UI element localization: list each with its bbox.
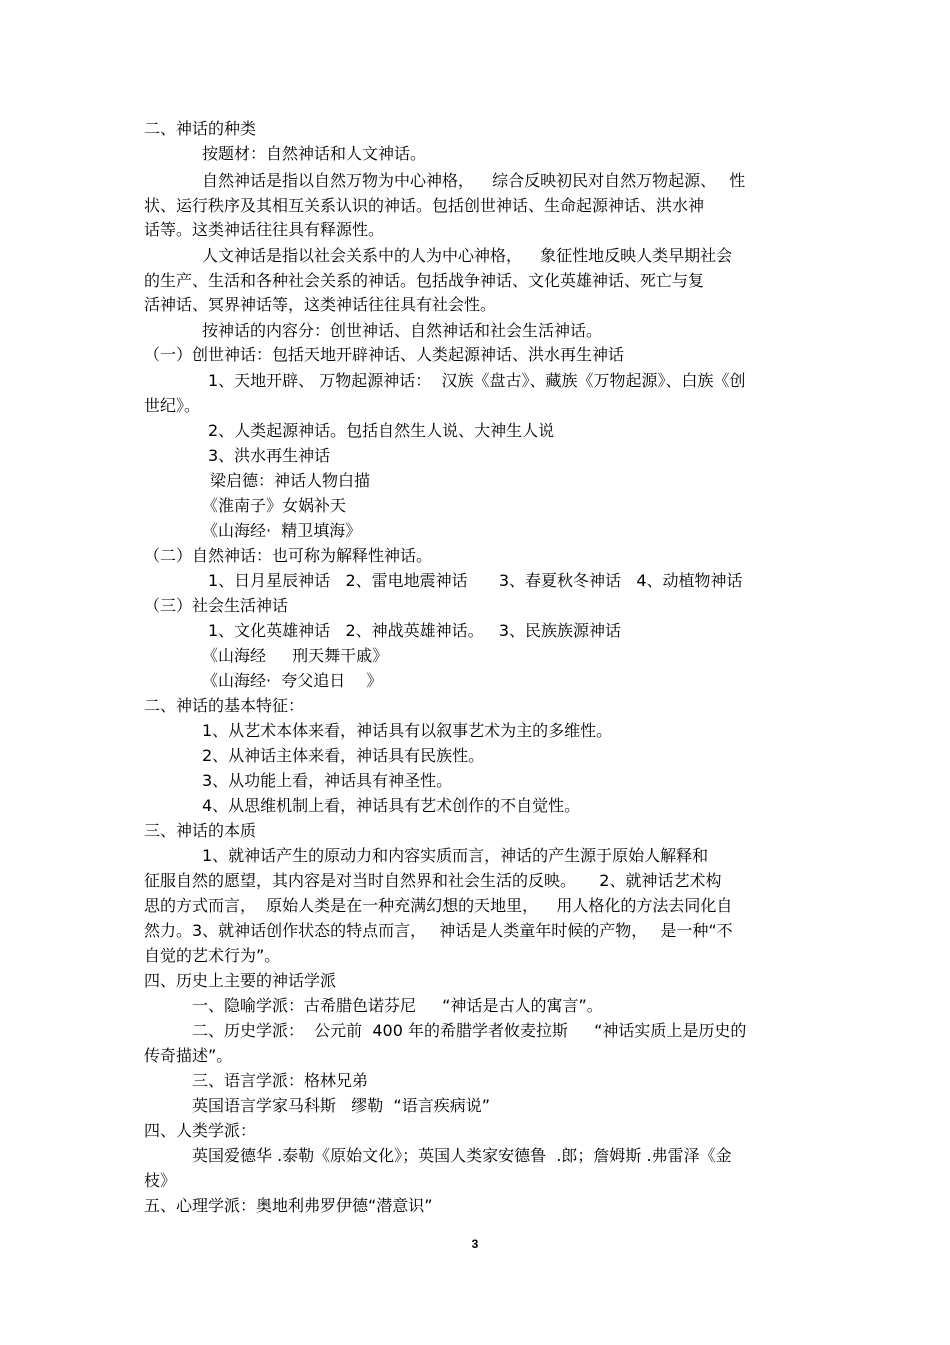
list-item: 2、从神话主体来看，神话具有民族性。: [202, 746, 485, 765]
paragraph-line: 话等。这类神话往往具有释源性。: [144, 220, 385, 239]
list-item: 1、天地开辟、 万物起源神话： 汉族《盘古》、藏族《万物起源》、白族《创: [208, 371, 746, 390]
list-item: 五、心理学派：奥地利弗罗伊德“潜意识”: [144, 1196, 433, 1215]
list-item: 一、隐喻学派：古希腊色诺芬尼 “神话是古人的寓言”。: [192, 996, 603, 1015]
list-item: 三、语言学派：格林兄弟: [192, 1071, 369, 1090]
list-item: 《山海经· 精卫填海》: [202, 521, 362, 540]
subheading-social-myth: （三）社会生活神话: [144, 596, 289, 615]
list-item: 1、文化英雄神话 2、神战英雄神话。 3、民族族源神话: [208, 621, 622, 640]
list-item: 《山海经 刑天舞干戚》: [202, 646, 389, 665]
heading-myth-schools: 四、历史上主要的神话学派: [144, 971, 337, 990]
list-item: 4、从思维机制上看，神话具有艺术创作的不自觉性。: [202, 796, 581, 815]
heading-myth-types: 二、神话的种类: [144, 119, 257, 138]
paragraph-line: 征服自然的愿望，其内容是对当时自然界和社会生活的反映。 2、就神话艺术构: [144, 871, 722, 890]
paragraph-line: 自然神话是指以自然万物为中心神格， 综合反映初民对自然万物起源、 性: [202, 171, 746, 190]
list-item: 四、人类学派：: [144, 1121, 257, 1140]
paragraph-line: 的生产、生活和各种社会关系的神话。包括战争神话、文化英雄神话、死亡与复: [144, 271, 705, 290]
paragraph-line: 思的方式而言， 原始人类是在一种充满幻想的天地里， 用人格化的方法去同化自: [144, 896, 733, 915]
paragraph-line: 然力。3、就神话创作状态的特点而言， 神话是人类童年时候的产物， 是一种“不: [144, 921, 733, 940]
page-number: 3: [471, 1237, 479, 1251]
list-item: 《山海经· 夸父追日 》: [202, 671, 383, 690]
subheading-nature-myth: （二）自然神话：也可称为解释性神话。: [144, 546, 433, 565]
list-item: 传奇描述”。: [144, 1046, 233, 1065]
paragraph-line: 人文神话是指以社会关系中的人为中心神格， 象征性地反映人类早期社会: [202, 246, 733, 265]
list-item: 1、日月星辰神话 2、雷电地震神话 3、春夏秋冬神话 4、动植物神话: [208, 571, 743, 590]
list-item: 《淮南子》女娲补天: [202, 496, 347, 515]
list-item: 2、人类起源神话。包括自然生人说、大神生人说: [208, 421, 555, 440]
list-item: 枝》: [144, 1171, 177, 1190]
list-item: 梁启德：神话人物白描: [210, 471, 371, 490]
subheading-creation-myth: （一）创世神话：包括天地开辟神话、人类起源神话、洪水再生神话: [144, 345, 625, 364]
list-item: 3、从功能上看，神话具有神圣性。: [202, 771, 453, 790]
paragraph-line: 按题材：自然神话和人文神话。: [202, 144, 427, 163]
list-item: 1、从艺术本体来看，神话具有以叙事艺术为主的多维性。: [202, 721, 613, 740]
heading-myth-essence: 三、神话的本质: [144, 821, 257, 840]
paragraph-line: 按神话的内容分：创世神话、自然神话和社会生活神话。: [202, 321, 603, 340]
heading-basic-features: 二、神话的基本特征：: [144, 696, 305, 715]
list-item: 英国语言学家马科斯 缪勒 “语言疾病说”: [192, 1096, 491, 1115]
paragraph-line: 活神话、冥界神话等，这类神话往往具有社会性。: [144, 295, 497, 314]
list-item: 二、历史学派： 公元前 400 年的希腊学者攸麦拉斯 “神话实质上是历史的: [192, 1021, 747, 1040]
paragraph-line: 状、运行秩序及其相互关系认识的神话。包括创世神话、生命起源神话、洪水神: [144, 196, 705, 215]
list-item: 3、洪水再生神话: [208, 446, 331, 465]
paragraph-line: 自觉的艺术行为”。: [144, 946, 281, 965]
paragraph-line: 1、就神话产生的原动力和内容实质而言，神话的产生源于原始人解释和: [202, 846, 709, 865]
list-item: 英国爱德华 .泰勒《原始文化》；英国人类家安德鲁 .郎；詹姆斯 .弗雷泽《金: [192, 1146, 732, 1165]
list-item: 世纪》。: [144, 396, 201, 415]
